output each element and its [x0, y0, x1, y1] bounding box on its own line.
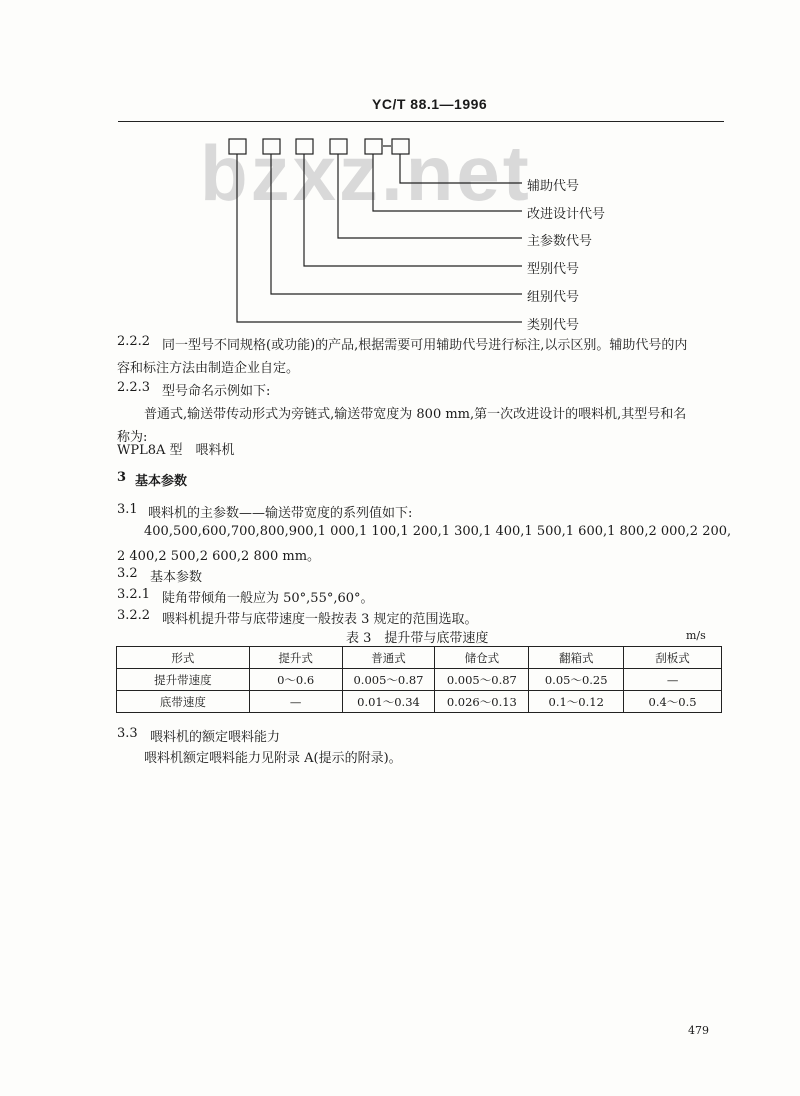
label-main-param-code: 主参数代号 [527, 234, 593, 249]
section-3-2-number: 3.2 [117, 566, 138, 581]
leader-type [304, 154, 522, 266]
model-code-diagram [0, 0, 800, 340]
table-cell: 0.026～0.13 [435, 691, 529, 713]
table-header-cell: 刮板式 [624, 647, 722, 669]
section-3-2-1-number: 3.2.1 [117, 587, 151, 602]
table-cell: 底带速度 [117, 691, 250, 713]
code-box-6 [392, 139, 409, 154]
code-box-3 [296, 139, 313, 154]
table-header-cell: 形式 [117, 647, 250, 669]
table-cell: — [624, 669, 722, 691]
label-aux-code: 辅助代号 [527, 179, 580, 194]
table-header-cell: 提升式 [249, 647, 342, 669]
table-cell: 0.1～0.12 [529, 691, 624, 713]
table-header-row [117, 647, 722, 669]
section-3-3-number: 3.3 [117, 726, 138, 741]
document-code: YC/T 88.1—1996 [372, 96, 488, 112]
section-3-2-2-text: 喂料机提升带与底带速度一般按表 3 规定的范围选取。 [162, 612, 478, 627]
table-cell: 提升带速度 [117, 669, 250, 691]
table-row [117, 669, 722, 691]
table-cell: 0.005～0.87 [435, 669, 529, 691]
leader-group [271, 154, 522, 294]
section-3-1-number: 3.1 [117, 502, 138, 517]
table-header-cell: 储仓式 [435, 647, 529, 669]
section-2-2-3-line1: 普通式,输送带传动形式为旁链式,输送带宽度为 800 mm,第一次改进设计的喂料机,其型号和名 [144, 407, 687, 422]
table-row [117, 691, 722, 713]
page-number: 479 [688, 1024, 709, 1037]
table-cell: — [249, 691, 342, 713]
width-series-line1: 400,500,600,700,800,900,1 000,1 100,1 200,1 300,1 400,1 500,1 600,1 800,2 000,2 200, [144, 524, 732, 539]
label-group-code: 组别代号 [527, 290, 580, 305]
table-cell: 0.4～0.5 [624, 691, 722, 713]
section-3-3-title: 喂料机的额定喂料能力 [150, 730, 281, 745]
code-box-1 [229, 139, 246, 154]
table-cell: 0.01～0.34 [342, 691, 435, 713]
code-box-4 [330, 139, 347, 154]
section-3-number: 3 [117, 470, 127, 485]
section-2-2-3-number: 2.2.3 [117, 380, 151, 395]
watermark: bzxz.net [200, 129, 532, 217]
table-header-cell: 翻箱式 [529, 647, 624, 669]
code-box-5 [365, 139, 382, 154]
model-example: WPL8A 型 喂料机 [117, 443, 235, 458]
section-3-title: 基本参数 [135, 474, 188, 489]
section-3-2-1-text: 陡角带倾角一般应为 50°,55°,60°。 [162, 591, 374, 606]
width-series-line2: 2 400,2 500,2 600,2 800 mm。 [117, 549, 321, 564]
table-cell: 0.05～0.25 [529, 669, 624, 691]
table-cell: 0～0.6 [249, 669, 342, 691]
leader-main-param [338, 154, 522, 238]
section-2-2-3-title: 型号命名示例如下: [162, 384, 271, 399]
table-3 [116, 646, 722, 713]
section-3-2-title: 基本参数 [150, 570, 203, 585]
section-3-2-2-number: 3.2.2 [117, 608, 151, 623]
section-2-2-2-line2: 容和标注方法由制造企业自定。 [117, 361, 300, 376]
section-2-2-3-line2: 称为: [117, 430, 148, 445]
table-3-caption: 表 3 提升带与底带速度 [346, 631, 489, 646]
table-3-unit: m/s [686, 629, 706, 642]
label-type-code: 型别代号 [527, 262, 580, 277]
code-box-2 [263, 139, 280, 154]
label-category-code: 类别代号 [527, 318, 580, 333]
section-3-3-text: 喂料机额定喂料能力见附录 A(提示的附录)。 [144, 751, 402, 766]
table-header-cell: 普通式 [342, 647, 435, 669]
label-improve-code: 改进设计代号 [527, 207, 606, 222]
table-cell: 0.005～0.87 [342, 669, 435, 691]
section-3-1-title: 喂料机的主参数——输送带宽度的系列值如下: [148, 506, 413, 521]
section-2-2-2-number: 2.2.2 [117, 334, 151, 349]
section-2-2-2-line1: 同一型号不同规格(或功能)的产品,根据需要可用辅助代号进行标注,以示区别。辅助代号的内 [162, 338, 688, 353]
leader-aux [400, 154, 522, 183]
